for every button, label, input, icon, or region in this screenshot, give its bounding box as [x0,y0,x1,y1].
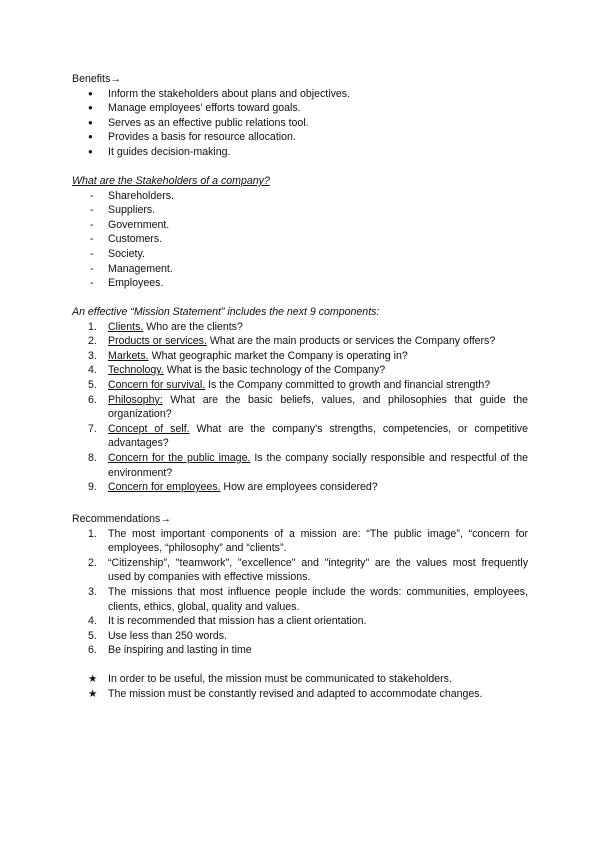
list-item: 9. Concern for employees. How are employees considered? [88,481,378,494]
recommendations-list [72,527,528,658]
component-term: Philosophy: [108,393,163,406]
notes-section [72,672,528,701]
list-item: 7. Concept of self. What are the company's strengths, competencies, or competitive advantages? [88,422,528,450]
mission-list [72,320,528,495]
recommendations-section [72,512,528,658]
list-item: - Society. [72,247,528,262]
list-item: ● It guides decision-making. [72,145,528,160]
list-item: - Customers. [72,232,528,247]
component-term: Concern for survival. [108,378,206,391]
list-item: 6. Be inspiring and lasting in time [88,644,252,657]
component-term: Clients. [108,320,144,333]
list-item: ● Inform the stakeholders about plans and objectives. [72,87,528,102]
benefits-heading: Benefits→ [72,73,121,85]
list-item: ★ In order to be useful, the mission must be communicated to stakeholders. [88,673,452,685]
mission-section [72,305,528,495]
list-item: ● Manage employees' efforts toward goals. [72,101,528,116]
list-item: 1. The most important components of a mission are: “The public image”, “concern for employees, “philosophy” and “clients”. [88,527,528,555]
component-term: Concern for employees. [108,481,221,494]
list-item: ★ The mission must be constantly revised and adapted to accommodate changes. [88,687,483,700]
list-item: 5. Use less than 250 words. [88,629,227,642]
list-item: 4. It is recommended that mission has a client orientation. [88,615,367,628]
list-item: 2. Products or services. What are the main products or services the Company offers? [88,335,496,348]
list-item: 3. Markets. What geographic market the Company is operating in? [88,349,408,362]
stakeholders-section [72,174,528,291]
stakeholders-heading: What are the Stakeholders of a company? [72,175,270,187]
list-item: - Suppliers. [72,203,528,218]
component-term: Products or services. [108,335,207,348]
star-icon: ★ [88,673,98,685]
component-term: Markets. [108,349,149,362]
list-item: - Employees. [72,276,528,291]
list-item: - Shareholders. [72,189,528,204]
stakeholders-list [72,189,528,291]
list-item: 4. Technology. What is the basic technology of the Company? [88,364,386,377]
benefits-section [72,72,528,160]
list-item: 2. “Citizenship", "teamwork", "excellence" and "integrity" are the values most frequently used by companies with effective missions. [88,556,528,584]
component-term: Concern for the public image. [108,451,251,464]
component-term: Concept of self. [108,422,190,435]
mission-heading: An effective “Mission Statement” includes the next 9 components: [72,306,380,318]
component-term: Technology. [108,364,164,377]
list-item: - Government. [72,218,528,233]
notes-list [72,672,528,701]
list-item: ● Provides a basis for resource allocation. [72,130,528,145]
list-item: 8. Concern for the public image. Is the company socially responsible and respectful of the environment? [88,451,528,479]
list-item: 3. The missions that most influence people include the words: communities, employees, clients, ethics, global, quality and values. [88,585,528,613]
recommendations-heading: Recommendations→ [72,513,171,525]
list-item: 6. Philosophy: What are the basic beliefs, values, and philosophies that guide the organization? [88,393,528,421]
list-item: 5. Concern for survival. Is the Company committed to growth and financial strength? [88,378,491,391]
benefits-list [72,87,528,160]
star-icon: ★ [88,687,98,700]
list-item: 1. Clients. Who are the clients? [88,320,243,333]
list-item: ● Serves as an effective public relations tool. [72,116,528,131]
list-item: - Management. [72,262,528,277]
